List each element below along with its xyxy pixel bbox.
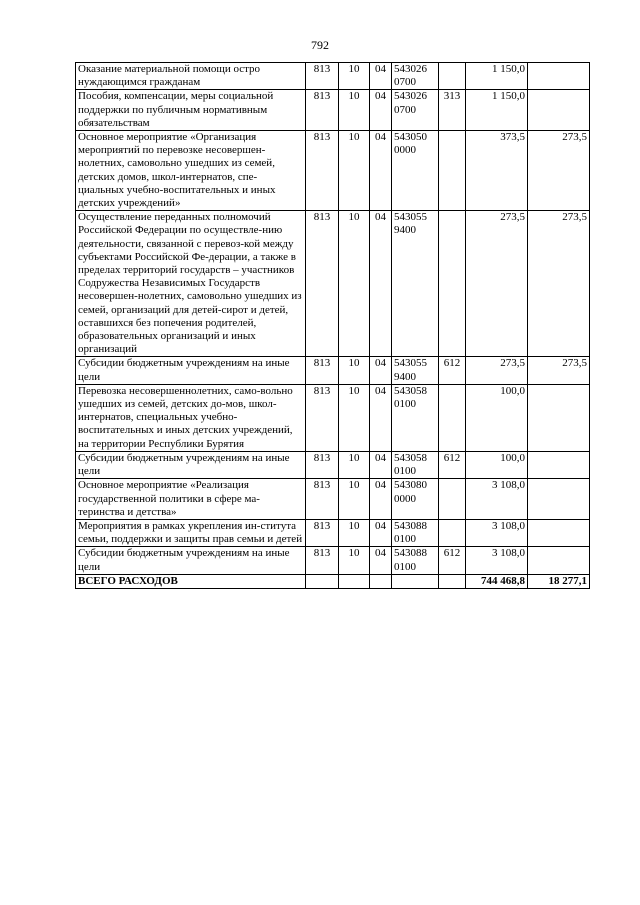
target-article-code-part2: 9400 xyxy=(394,224,416,237)
expense-type-cell: 313 xyxy=(439,90,466,131)
subsection-code-cell: 04 xyxy=(370,211,392,357)
empty-cell xyxy=(370,574,392,588)
target-article-cell xyxy=(392,547,439,574)
table-row xyxy=(76,357,590,384)
target-article-cell xyxy=(392,479,439,520)
subsection-code-cell: 04 xyxy=(370,131,392,211)
section-code-cell: 10 xyxy=(339,547,370,574)
target-article-code-part2: 9400 xyxy=(394,370,416,383)
target-article-cell xyxy=(392,384,439,451)
subsection-code-cell: 04 xyxy=(370,90,392,131)
row-name-cell: Субсидии бюджетным учреждениям на иные цели xyxy=(76,451,306,478)
amount-cell: 1 150,0 xyxy=(466,63,528,90)
target-article-code-part1: 543088 xyxy=(394,519,427,532)
row-name-cell: Мероприятия в рамках укрепления ин-ститута семьи, поддержки и защиты прав семьи и детей xyxy=(76,519,306,546)
target-article-code-part1: 543055 xyxy=(394,357,427,370)
table-row xyxy=(76,479,590,520)
total-label: ВСЕГО РАСХОДОВ xyxy=(76,574,306,588)
section-code-cell: 10 xyxy=(339,519,370,546)
target-article-code-part2: 0100 xyxy=(394,560,416,573)
ved-code-cell: 813 xyxy=(306,479,339,520)
target-article-code-part1: 543050 xyxy=(394,131,427,144)
target-article-code-part2: 0100 xyxy=(394,465,416,478)
target-article-code-part1: 543080 xyxy=(394,479,427,492)
target-article-code-part1: 543026 xyxy=(394,90,427,103)
ved-code-cell: 813 xyxy=(306,90,339,131)
federal-amount-cell xyxy=(528,451,590,478)
expense-type-cell xyxy=(439,384,466,451)
page-number: 792 xyxy=(311,38,329,52)
ved-code-cell: 813 xyxy=(306,63,339,90)
total-row xyxy=(76,574,590,588)
amount-cell: 3 108,0 xyxy=(466,519,528,546)
total-amount: 744 468,8 xyxy=(466,574,528,588)
row-name-cell: Пособия, компенсации, меры социальной поддержки по публичным нормативным обязательствам xyxy=(76,90,306,131)
target-article-code-part2: 0700 xyxy=(394,76,416,89)
section-code-cell: 10 xyxy=(339,211,370,357)
expense-type-cell xyxy=(439,131,466,211)
ved-code-cell: 813 xyxy=(306,519,339,546)
subsection-code-cell: 04 xyxy=(370,519,392,546)
amount-cell: 100,0 xyxy=(466,451,528,478)
table-row xyxy=(76,519,590,546)
target-article-cell xyxy=(392,357,439,384)
section-code-cell: 10 xyxy=(339,479,370,520)
ved-code-cell: 813 xyxy=(306,547,339,574)
federal-amount-cell xyxy=(528,479,590,520)
federal-amount-cell: 273,5 xyxy=(528,211,590,357)
subsection-code-cell: 04 xyxy=(370,384,392,451)
target-article-code-part1: 543058 xyxy=(394,384,427,397)
target-article-code-part2: 0000 xyxy=(394,144,416,157)
target-article-code-part2: 0100 xyxy=(394,398,416,411)
ved-code-cell: 813 xyxy=(306,451,339,478)
amount-cell: 273,5 xyxy=(466,211,528,357)
target-article-cell xyxy=(392,451,439,478)
total-federal-amount: 18 277,1 xyxy=(528,574,590,588)
table-row xyxy=(76,90,590,131)
target-article-code-part2: 0000 xyxy=(394,492,416,505)
target-article-cell xyxy=(392,519,439,546)
amount-cell: 3 108,0 xyxy=(466,479,528,520)
row-name-cell: Перевозка несовершеннолетних, само-вольно ушедших из семей, детских до-мов, школ-интернатов, специальных учебно-воспитательных и иных детских учреждений, на территории Республики Бурятия xyxy=(76,384,306,451)
target-article-cell xyxy=(392,63,439,90)
expense-type-cell xyxy=(439,211,466,357)
federal-amount-cell: 273,5 xyxy=(528,131,590,211)
expense-type-cell: 612 xyxy=(439,357,466,384)
section-code-cell: 10 xyxy=(339,90,370,131)
ved-code-cell: 813 xyxy=(306,357,339,384)
row-name-cell: Оказание материальной помощи остро нуждающимся гражданам xyxy=(76,63,306,90)
empty-cell xyxy=(339,574,370,588)
section-code-cell: 10 xyxy=(339,63,370,90)
federal-amount-cell xyxy=(528,63,590,90)
subsection-code-cell: 04 xyxy=(370,63,392,90)
section-code-cell: 10 xyxy=(339,131,370,211)
target-article-code-part1: 543088 xyxy=(394,547,427,560)
expense-type-cell: 612 xyxy=(439,547,466,574)
section-code-cell: 10 xyxy=(339,384,370,451)
ved-code-cell: 813 xyxy=(306,131,339,211)
target-article-code-part1: 543026 xyxy=(394,63,427,75)
target-article-cell xyxy=(392,131,439,211)
row-name-cell: Субсидии бюджетным учреждениям на иные цели xyxy=(76,547,306,574)
table-row xyxy=(76,63,590,90)
target-article-code-part2: 0100 xyxy=(394,533,416,546)
federal-amount-cell xyxy=(528,519,590,546)
empty-cell xyxy=(392,574,439,588)
expense-type-cell xyxy=(439,479,466,520)
table-row xyxy=(76,384,590,451)
subsection-code-cell: 04 xyxy=(370,479,392,520)
federal-amount-cell xyxy=(528,90,590,131)
amount-cell: 100,0 xyxy=(466,384,528,451)
table-row xyxy=(76,547,590,574)
row-name-cell: Основное мероприятие «Организация мероприятий по перевозке несовершен-нолетних, самовольно ушедших из семей, детских домов, школ-интернатов, спе-циальных учебно-воспитательных и иных детских учреждений» xyxy=(76,131,306,211)
target-article-code-part2: 0700 xyxy=(394,103,416,116)
section-code-cell: 10 xyxy=(339,451,370,478)
empty-cell xyxy=(306,574,339,588)
target-article-code-part1: 543058 xyxy=(394,451,427,464)
expense-type-cell xyxy=(439,519,466,546)
row-name-cell: Осуществление переданных полномочий Российской Федерации по осуществле-нию деятельности, связанной с перевоз-кой между субъектами Российской Фе-дерации, а также в пределах территорий государств – участников Содружества Независимых Государств несовершен-нолетних, самовольно ушедших из семей, организаций для детей-сирот и детей, оставшихся без попечения родителей, образовательных организаций и иных организаций xyxy=(76,211,306,357)
target-article-cell xyxy=(392,211,439,357)
ved-code-cell: 813 xyxy=(306,384,339,451)
subsection-code-cell: 04 xyxy=(370,451,392,478)
subsection-code-cell: 04 xyxy=(370,357,392,384)
row-name-cell: Основное мероприятие «Реализация государственной политики в сфере ма-теринства и детства» xyxy=(76,479,306,520)
federal-amount-cell xyxy=(528,384,590,451)
row-name-cell: Субсидии бюджетным учреждениям на иные цели xyxy=(76,357,306,384)
table-row xyxy=(76,131,590,211)
table-row xyxy=(76,211,590,357)
amount-cell: 1 150,0 xyxy=(466,90,528,131)
amount-cell: 273,5 xyxy=(466,357,528,384)
section-code-cell: 10 xyxy=(339,357,370,384)
budget-table xyxy=(75,62,590,589)
target-article-code-part1: 543055 xyxy=(394,211,427,224)
subsection-code-cell: 04 xyxy=(370,547,392,574)
ved-code-cell: 813 xyxy=(306,211,339,357)
empty-cell xyxy=(439,574,466,588)
federal-amount-cell xyxy=(528,547,590,574)
amount-cell: 3 108,0 xyxy=(466,547,528,574)
expense-type-cell xyxy=(439,63,466,90)
target-article-cell xyxy=(392,90,439,131)
table-row xyxy=(76,451,590,478)
federal-amount-cell: 273,5 xyxy=(528,357,590,384)
amount-cell: 373,5 xyxy=(466,131,528,211)
expense-type-cell: 612 xyxy=(439,451,466,478)
